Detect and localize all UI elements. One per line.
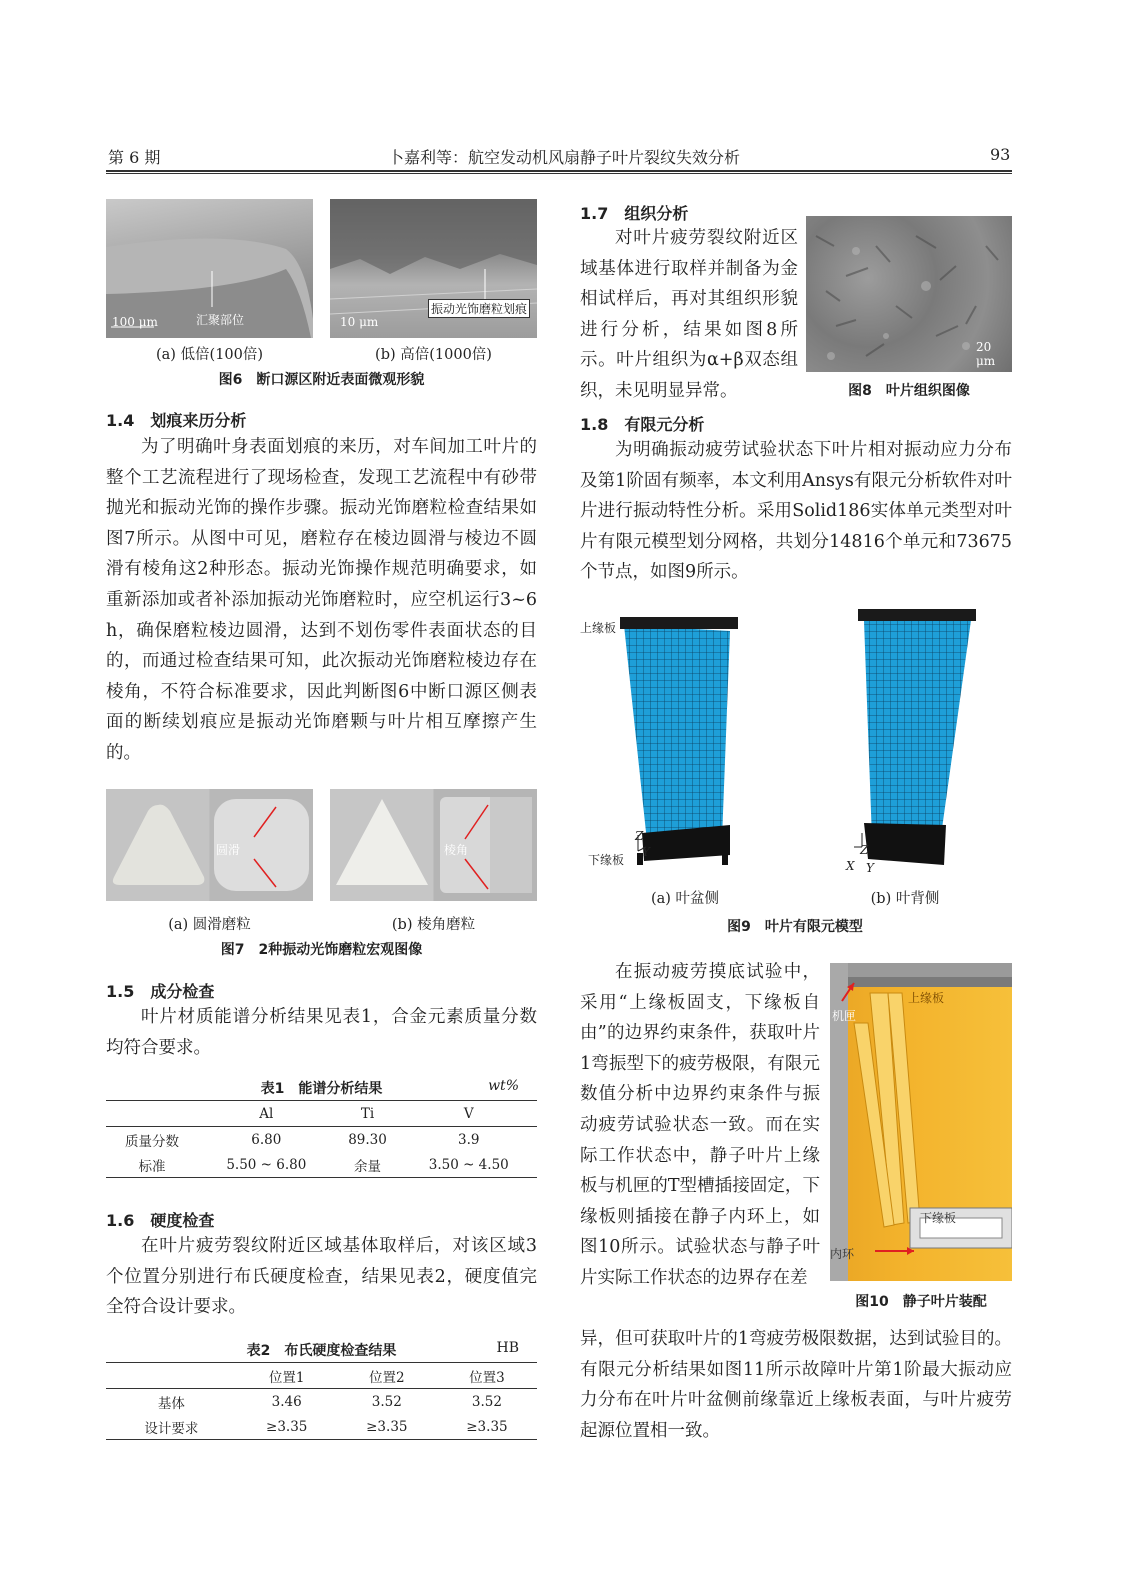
fig8-micrograph [806, 216, 1012, 372]
table2-header: 位置1 [268, 1369, 305, 1386]
sec14-title: 1.4 划痕来历分析 [106, 411, 247, 430]
fig7a-photo [106, 789, 313, 901]
fig6b-label: 振动光饰磨粒划痕 [428, 299, 530, 318]
final-paragraph-continued: 异，但可获取叶片的1弯疲劳极限数据，达到试验目的。有限元分析结果如图11所示故障叶片第1阶最大振动应力分布在叶片叶盆侧前缘靠近上缘板表面，与叶片疲劳起源位置相一致。 [580, 1329, 1012, 1441]
fig6a-scale: 100 μm [112, 315, 158, 329]
fig9b-axis-x: X [846, 859, 855, 873]
table1-cell: 余量 [354, 1158, 382, 1175]
sec17-title: 1.7 组织分析 [580, 204, 689, 223]
fig9b-axis-y: Y [866, 861, 874, 875]
sec17-paragraph: 对叶片疲劳裂纹附近区域基体进行取样并制备为金相试样后，再对其组织形貌进行分析，结果如图8所示。叶片组织为α+β双态组织，未见明显异常。 [580, 228, 798, 401]
table1-header [106, 1101, 198, 1127]
fig10-label-inner: 内环 [830, 1247, 855, 1261]
running-head-issue: 第 6 期 [108, 148, 161, 167]
table1-unit: wt% [488, 1078, 519, 1094]
running-head-title: 卜嘉利等：航空发动机风扇静子叶片裂纹失效分析 [388, 148, 741, 167]
header-rule-2 [106, 173, 1012, 174]
table2-cell: 3.52 [471, 1393, 502, 1410]
sec14-paragraph: 为了明确叶身表面划痕的来历，对车间加工叶片的整个工艺流程进行了现场检查，发现工艺流程中有砂带抛光和振动光饰的操作步骤。振动光饰磨粒检查结果如图7所示。从图中可见，磨粒存在棱边圆滑与棱边不圆滑有棱角这2种形态。振动光饰操作规范明确要求，如重新添加或者补添加振动光饰磨粒时，应空机运行3~6 h，确保磨粒棱边圆滑，达到不划伤零件表面状态的目的，而通过检查结果可知，此次振动光饰磨粒棱边存在棱角，不符合标准要求，因此判断图6中断口源区侧表面的断续划痕应是振动光饰磨颗与叶片相互摩擦产生的。 [106, 437, 537, 763]
fig7a-subcaption: (a) 圆滑磨粒 [168, 917, 251, 933]
table1-cell: 89.30 [348, 1131, 387, 1148]
sec18-paragraph: 为明确振动疲劳试验状态下叶片相对振动应力分布及第1阶固有频率，本文利用Ansys有限元分析软件对叶片进行振动特性分析。采用Solid186实体单元类型对叶片有限元模型划分网格，共划分14816个单元和73675个节点，如图9所示。 [580, 440, 1012, 583]
table1-cell: 质量分数 [125, 1133, 180, 1150]
fig6b-subcaption: (b) 高倍(1000倍) [375, 347, 492, 363]
table2-cell: 3.52 [371, 1393, 402, 1410]
table2-cell: 设计要求 [144, 1420, 199, 1437]
sec16-paragraph: 在叶片疲劳裂纹附近区域基体取样后，对该区域3个位置分别进行布氏硬度检查，结果见表2，硬度值完全符合设计要求。 [106, 1236, 537, 1318]
fig7-caption: 图7 2种振动光饰磨粒宏观图像 [220, 942, 423, 958]
fig6a-subcaption: (a) 低倍(100倍) [155, 347, 264, 363]
table2 [106, 1340, 537, 1440]
fig9-caption: 图9 叶片有限元模型 [727, 919, 863, 935]
table2-cell: ≥3.35 [466, 1418, 508, 1435]
page-number: 93 [990, 145, 1011, 164]
fig9a-label-lower: 下缘板 [588, 853, 625, 867]
sec15-paragraph: 叶片材质能谱分析结果见表1，合金元素质量分数均符合要求。 [106, 1007, 537, 1058]
fig9a-fem-model [580, 603, 780, 883]
fig9b-subcaption: (b) 叶背侧 [870, 891, 940, 907]
table1-header: Ti [360, 1105, 375, 1122]
table1-title: 表1 能谱分析结果 [260, 1081, 383, 1097]
final-paragraph-wrapped: 在振动疲劳摸底试验中，采用“上缘板固支，下缘板自由”的边界约束条件，获取叶片1弯振型下的疲劳极限，有限元数值分析中边界约束条件与振动疲劳试验状态一致。而在实际工作状态中，静子叶片上缘板与机匣的T型槽插接固定，下缘板则插接在静子内环上，如图10所示。试验状态与静子叶片实际工作状态的边界存在差 [580, 962, 820, 1288]
fig9a-axis-z: Z [635, 829, 644, 843]
fig9b-axis-z: Z [860, 843, 869, 857]
fig8-caption: 图8 叶片组织图像 [848, 383, 970, 399]
fig10-label-casing: 机匣 [832, 1009, 857, 1023]
fig6a-sem-image [106, 199, 313, 338]
fig9b-fem-model [820, 603, 1012, 883]
table2-header: 位置2 [369, 1369, 405, 1386]
table2-header: 位置3 [469, 1369, 505, 1386]
fig7a-label: 圆滑 [216, 843, 241, 857]
table1-cell: 3.50 ~ 4.50 [428, 1156, 509, 1173]
table1-cell: 3.9 [458, 1131, 480, 1148]
sec15-title: 1.5 成分检查 [106, 982, 215, 1001]
table2-cell: ≥3.35 [366, 1418, 408, 1435]
table1-cell: 标准 [138, 1158, 166, 1175]
header-rule [106, 170, 1012, 172]
table2-unit: HB [496, 1340, 519, 1356]
table1 [106, 1078, 537, 1178]
table2-cell: 3.46 [271, 1393, 302, 1410]
table2-title: 表2 布氏硬度检查结果 [246, 1343, 397, 1359]
fig10-label-lower: 下缘板 [920, 1211, 957, 1225]
fig6a-label: 汇聚部位 [196, 313, 245, 327]
table1-header: Al [259, 1105, 274, 1122]
fig10-assembly-image [830, 963, 1012, 1281]
sec16-title: 1.6 硬度检查 [106, 1211, 215, 1230]
table2-header [106, 1363, 237, 1389]
fig6-caption: 图6 断口源区附近表面微观形貌 [218, 372, 425, 388]
fig9a-subcaption: (a) 叶盆侧 [650, 891, 720, 907]
table1-cell: 6.80 [251, 1131, 282, 1148]
table1-cell: 5.50 ~ 6.80 [226, 1156, 307, 1173]
fig8-scale: 20 μm [976, 340, 996, 368]
fig7b-label: 棱角 [444, 843, 469, 857]
sec18-title: 1.8 有限元分析 [580, 415, 705, 434]
fig6b-sem-image [330, 199, 537, 338]
fig10-label-upper: 上缘板 [908, 991, 945, 1005]
fig7b-photo [330, 789, 537, 901]
fig9a-axis-y: Y [642, 845, 650, 859]
fig6b-scale: 10 μm [340, 315, 379, 329]
fig9a-label-upper: 上缘板 [580, 621, 617, 635]
fig7b-subcaption: (b) 棱角磨粒 [391, 917, 476, 933]
table2-cell: ≥3.35 [266, 1418, 308, 1435]
table2-cell: 基体 [157, 1395, 185, 1412]
fig10-caption: 图10 静子叶片装配 [855, 1294, 987, 1310]
table1-header: V [463, 1105, 474, 1122]
